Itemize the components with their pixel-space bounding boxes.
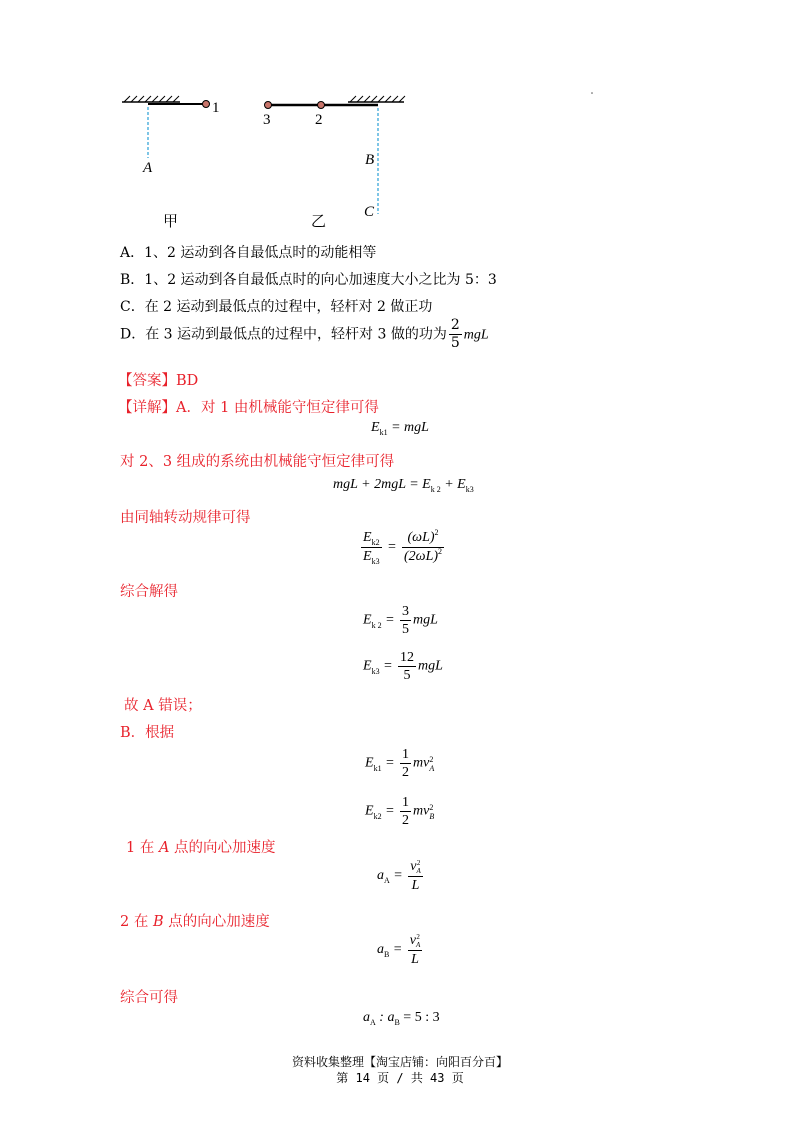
label-B: B bbox=[365, 152, 375, 168]
answer-label: 【答案】BD bbox=[118, 373, 199, 389]
eq-a-A: $a_A$ = v 2 A L bbox=[377, 859, 421, 893]
ball-1 bbox=[203, 101, 210, 108]
eq-ek2-result: $E_{k 2}$ = $\frac{3}{5}$ mgL bbox=[363, 604, 438, 637]
line-a-wrong: 故 A 错误； bbox=[124, 698, 202, 714]
option-d bbox=[120, 318, 489, 351]
footer-page-number: 第 14 页 / 共 43 页 bbox=[336, 1071, 464, 1085]
caption-yi: 乙 bbox=[311, 212, 327, 230]
label-C: C bbox=[364, 204, 375, 220]
eq-ek1: $E_{k1}$ = mgL bbox=[371, 420, 429, 437]
ball-3 bbox=[265, 102, 272, 109]
line-result: 综合可得 bbox=[120, 990, 178, 1006]
line-system-2-3: 对 2、3 组成的系统由机械能守恒定律可得 bbox=[120, 454, 395, 470]
line-coaxial: 由同轴转动规律可得 bbox=[120, 510, 251, 526]
eq-energy-system: mgL + $2mgL = E_{k 2} + E_{k3}$ bbox=[333, 477, 474, 494]
line-acc-2: 2 在 B 点的向心加速度 bbox=[120, 914, 270, 930]
caption-jia: 甲 bbox=[163, 212, 179, 230]
eq-ek1-kinetic: $E_{k1}$ = $\frac{1}{2}$ mv 2 A bbox=[365, 747, 435, 780]
option-c: C．在 2 运动到最低点的过程中，轻杆对 2 做正功 bbox=[120, 299, 433, 315]
label-point-2: 2 bbox=[315, 112, 323, 128]
line-acc-1: 1 在 A 点的向心加速度 bbox=[126, 840, 276, 856]
option-d-frac-den: 5 bbox=[450, 335, 460, 351]
physics-figure bbox=[0, 0, 800, 240]
ball-2 bbox=[318, 102, 325, 109]
eq-a-B: $a_B$ = v 2 A L bbox=[377, 933, 421, 967]
eq-ratio: $\frac{E_{k2}}{E_{k3}}$ = $\frac{(\omega L)^2}{(2\omega L)^2}$ bbox=[363, 528, 443, 566]
eq-ek2-kinetic: $E_{k2}$ = $\frac{1}{2}$ mv 2 B bbox=[365, 795, 435, 828]
option-d-text: D．在 3 运动到最低点的过程中，轻杆对 3 做的功为 bbox=[120, 326, 447, 343]
eq-final-ratio: $a_A$ : $a_B = 5$ : 3 bbox=[363, 1010, 440, 1027]
eq-ek3-result: $E_{k3}$ = $\frac{12}{5}$ mgL bbox=[363, 650, 443, 683]
line-b-intro: B．根据 bbox=[120, 725, 175, 741]
ceiling-right bbox=[348, 96, 405, 102]
label-A: A bbox=[143, 160, 153, 176]
dot-mark bbox=[591, 92, 593, 94]
option-d-suffix: mgL bbox=[463, 327, 489, 343]
detail-intro: 【详解】A．对 1 由机械能守恒定律可得 bbox=[118, 400, 379, 416]
option-b: B．1、2 运动到各自最低点时的向心加速度大小之比为 5：3 bbox=[120, 272, 497, 288]
label-point-1: 1 bbox=[212, 100, 220, 116]
line-combine: 综合解得 bbox=[120, 584, 178, 600]
label-point-3: 3 bbox=[263, 112, 271, 128]
option-d-frac-num: 2 bbox=[450, 317, 460, 333]
option-a: A．1、2 运动到各自最低点时的动能相等 bbox=[120, 245, 377, 261]
footer-source: 资料收集整理【淘宝店铺：向阳百分百】 bbox=[291, 1055, 508, 1069]
ceiling-left bbox=[122, 96, 180, 102]
